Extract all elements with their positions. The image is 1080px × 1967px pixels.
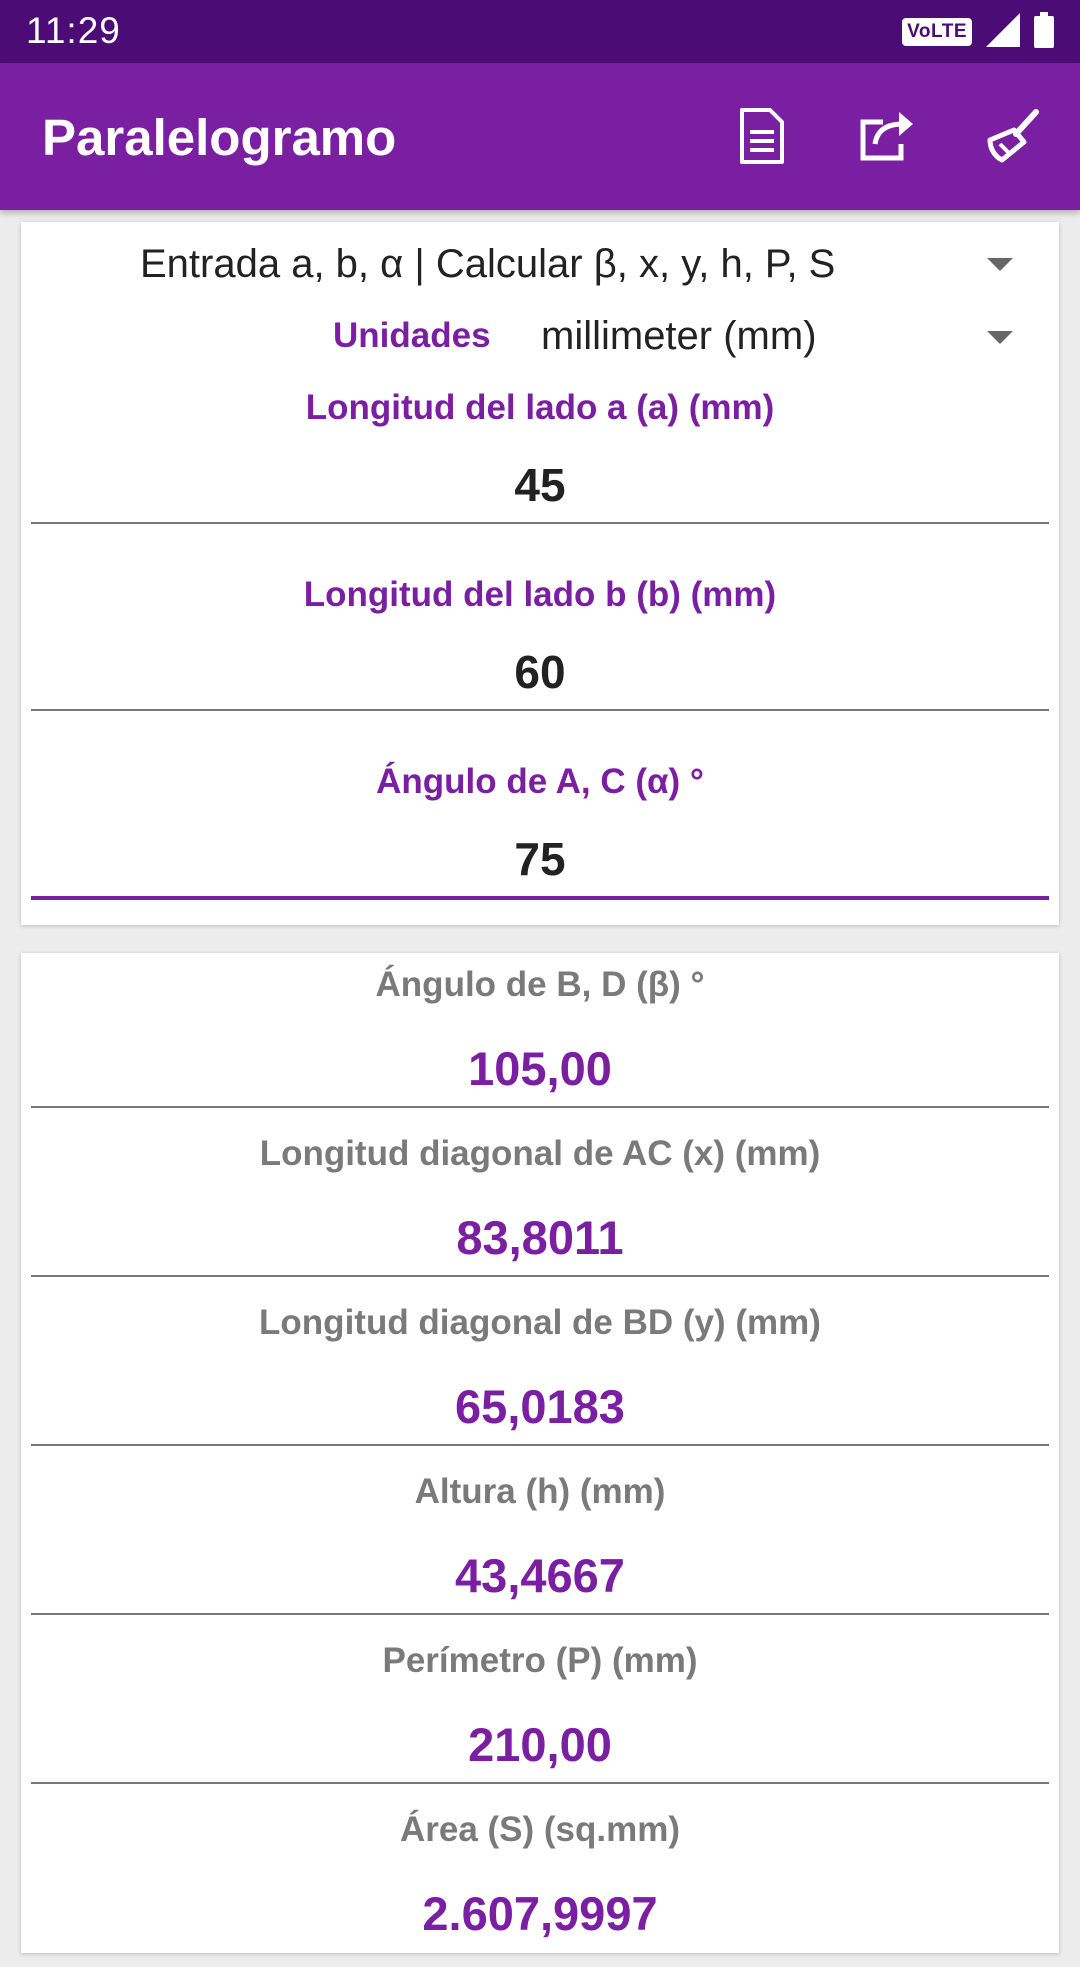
result-label: Longitud diagonal de AC (x) (mm) [259,1134,821,1173]
chevron-down-icon [987,258,1013,271]
side-b-label: Longitud del lado b (b) (mm) [303,575,777,614]
signal-icon [986,13,1020,52]
status-icons [902,13,1054,51]
field-underline [31,522,1049,524]
result-angle-beta [31,953,1049,1122]
side-a-field [31,388,1049,575]
mode-dropdown[interactable] [21,234,1059,294]
angle-alpha-field [31,762,1049,949]
result-diagonal-bd [31,1291,1049,1460]
divider [31,1275,1049,1277]
status-bar [0,0,1080,63]
result-label: Altura (h) (mm) [414,1472,666,1511]
divider [31,1106,1049,1108]
mode-dropdown-value: Entrada a, b, α | Calcular β, x, y, h, P, S [140,241,836,286]
angle-alpha-input[interactable] [31,824,1049,894]
result-value: 105,00 [468,1042,612,1095]
side-b-field [31,575,1049,762]
clear-broom-icon [984,108,1042,164]
page-title: Paralelogramo [42,109,397,166]
chevron-down-icon [987,331,1013,344]
app-bar [0,63,1080,210]
result-height [31,1460,1049,1629]
input-card [21,222,1059,925]
clear-button[interactable] [978,101,1048,171]
result-value: 65,0183 [455,1380,625,1433]
field-underline [31,709,1049,711]
result-label: Área (S) (sq.mm) [399,1810,681,1849]
result-value: 83,8011 [456,1211,624,1264]
field-underline-focused [31,896,1049,900]
side-b-input[interactable] [31,637,1049,707]
share-icon [859,110,915,162]
units-dropdown-value: millimeter (mm) [541,314,817,358]
result-value: 43,4667 [455,1549,625,1602]
result-value: 2.607,9997 [422,1887,658,1940]
results-card [21,953,1059,1953]
units-dropdown[interactable] [541,306,1059,366]
result-label: Perímetro (P) (mm) [382,1641,698,1680]
volte-badge: VoLTE [902,18,972,46]
result-value: 210,00 [468,1718,612,1771]
units-row [21,306,1059,366]
status-time: 11:29 [26,10,121,51]
divider [31,1782,1049,1784]
result-label: Longitud diagonal de BD (y) (mm) [259,1303,821,1342]
angle-alpha-label: Ángulo de A, C (α) ° [376,762,704,801]
result-label: Ángulo de B, D (β) ° [375,965,705,1004]
divider [31,1613,1049,1615]
side-a-label: Longitud del lado a (a) (mm) [305,388,775,427]
share-button[interactable] [852,101,922,171]
divider [31,1444,1049,1446]
battery-icon [1034,12,1054,53]
units-label: Unidades [333,316,491,355]
document-button[interactable] [727,101,797,171]
result-area [31,1798,1049,1967]
side-a-input[interactable] [31,450,1049,520]
result-diagonal-ac [31,1122,1049,1291]
result-perimeter [31,1629,1049,1798]
document-icon [738,108,786,164]
